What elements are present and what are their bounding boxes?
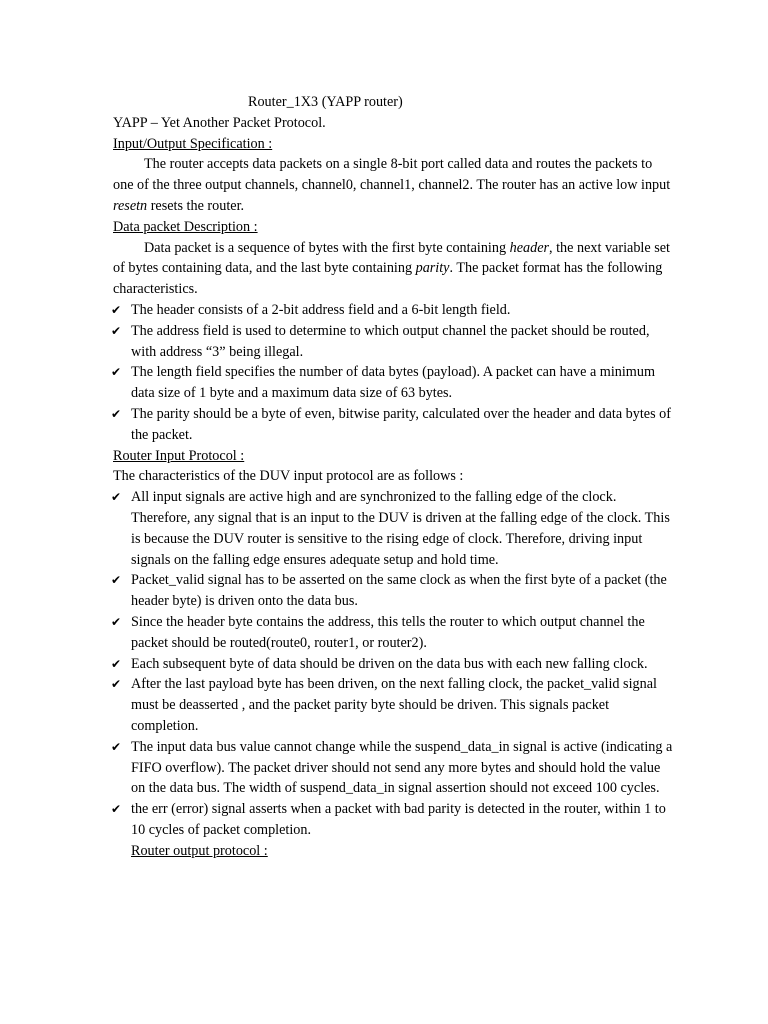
document-title: Router_1X3 (YAPP router) (248, 94, 403, 110)
list-item-text: All input signals are active high and are synchronized to the falling edge of the clock. Therefore, any signal that is an input to the DUV is driven at the falling edge of the clock. This is because the DUV router is sensitive to the rising edge of clock. Therefore, driving input signals on the falling edge ensures adequate setup and hold time. (131, 489, 670, 568)
document-body (113, 92, 673, 861)
list-item-text: The length field specifies the number of data bytes (payload). A packet can have a minimum data size of 1 byte and a maximum data size of 63 bytes. (131, 364, 655, 402)
list-item-text: The header consists of a 2-bit address field and a 6-bit length field. (131, 301, 511, 318)
check-mark-icon: ✔ (111, 365, 122, 380)
data-packet-paragraph (113, 238, 673, 300)
list-item-text: Since the header byte contains the address, this tells the router to which output channel the packet should be routed(route0, router1, or router2). (131, 613, 645, 651)
list-item-text: the err (error) signal asserts when a packet with bad parity is detected in the router, within 1 to 10 cycles of packet completion. (131, 801, 666, 838)
data-packet-text-a: Data packet is a sequence of bytes with the first byte containing (144, 239, 510, 256)
check-mark-icon: ✔ (111, 302, 122, 317)
check-mark-icon: ✔ (111, 490, 122, 505)
data-packet-text-b: , the next variable set of bytes containing data, and the last byte containing (113, 239, 670, 277)
input-protocol-bullet-list (113, 487, 673, 841)
list-item-text: Packet_valid signal has to be asserted on the same clock as when the first byte of a packet (the header byte) is driven onto the data bus. (131, 572, 667, 610)
check-mark-icon: ✔ (111, 677, 122, 692)
check-mark-icon: ✔ (111, 406, 122, 421)
list-item-text: The address field is used to determine to which output channel the packet should be routed, with address “3” being illegal. (131, 322, 650, 360)
list-item (113, 674, 673, 736)
list-item (113, 654, 673, 675)
check-mark-icon: ✔ (111, 323, 122, 338)
list-item-text: After the last payload byte has been driven, on the next falling clock, the packet_valid signal must be deasserted , and the packet parity byte should be driven. This signals packet completion. (131, 676, 657, 734)
list-item (113, 799, 673, 841)
data-packet-text-header: header (509, 239, 550, 256)
check-mark-icon: ✔ (111, 802, 122, 817)
io-spec-paragraph (113, 154, 673, 216)
list-item (113, 612, 673, 654)
list-item (113, 404, 673, 446)
io-spec-text-resetn: resetn (113, 197, 148, 214)
data-packet-text-c: . The packet format has the following characteristics. (113, 260, 663, 298)
check-mark-icon: ✔ (111, 739, 122, 754)
list-item (113, 300, 673, 321)
io-spec-text-b: resets the router. (147, 197, 245, 214)
data-packet-bullet-list (113, 300, 673, 446)
list-item (113, 487, 673, 570)
io-spec-text-a: The router accepts data packets on a single 8-bit port called data and routes the packets to one of the three output channels, channel0, channel1, channel2. The router has an active low input (113, 156, 671, 194)
list-item (113, 737, 673, 799)
input-protocol-intro: The characteristics of the DUV input protocol are as follows : (113, 468, 464, 485)
data-packet-heading: Data packet Description : (113, 218, 258, 235)
list-item (113, 570, 673, 612)
document-subtitle: YAPP – Yet Another Packet Protocol. (113, 114, 326, 131)
output-protocol-heading: Router output protocol : (131, 842, 268, 859)
list-item-text: Each subsequent byte of data should be driven on the data bus with each new falling clock. (131, 655, 648, 672)
list-item (113, 321, 673, 363)
check-mark-icon: ✔ (111, 656, 122, 671)
list-item-text: The input data bus value cannot change while the suspend_data_in signal is active (indicating a FIFO overflow). The packet driver should not send any more bytes and should hold the value on the data bus. The width of suspend_data_in signal assertion should not exceed 100 cycles. (131, 738, 673, 797)
list-item-text: The parity should be a byte of even, bitwise parity, calculated over the header and data bytes of the packet. (131, 405, 671, 443)
input-protocol-heading: Router Input Protocol : (113, 447, 245, 464)
check-mark-icon: ✔ (111, 573, 122, 588)
io-spec-heading: Input/Output Specification : (113, 135, 273, 152)
check-mark-icon: ✔ (111, 614, 122, 629)
data-packet-text-parity: parity (415, 260, 450, 277)
list-item (113, 362, 673, 404)
